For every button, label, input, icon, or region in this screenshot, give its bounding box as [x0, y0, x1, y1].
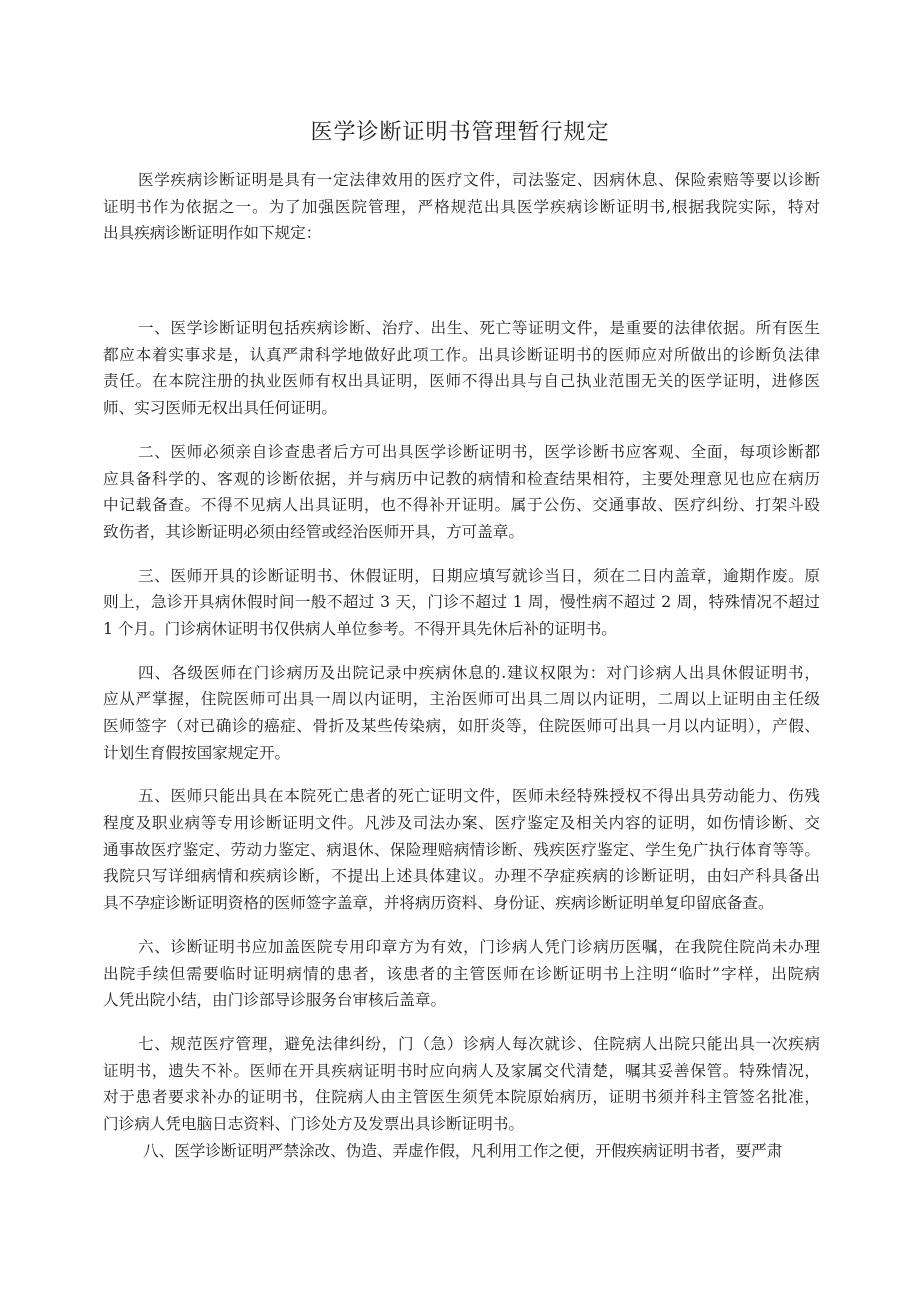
text-line: 出具疾病诊断证明作如下规定： — [103, 224, 322, 243]
clause-paragraph — [103, 563, 820, 643]
text-line: 应从严掌握，住院医师可出具一周以内证明，主治医师可出具二周以内证明，二周以上证明由主任级 — [103, 690, 820, 709]
text-line: 出院手续但需要临时证明病情的患者，该患者的主管医师在诊断证明书上注明“临时”字样，出院病 — [103, 964, 820, 983]
text-line: 1 个月。门诊病休证明书仅供病人单位参考。不得开具先休后补的证明书。 — [103, 619, 617, 638]
text-line: 责任。在本院注册的执业医师有权出具证明，医师不得出具与自己执业范围无关的医学证明，进修医 — [103, 372, 820, 391]
clause-paragraph — [103, 660, 820, 767]
text-line: 证明书作为依据之一。为了加强医院管理，严格规范出具医学疾病诊断证明书,根据我院实际，特对 — [103, 197, 820, 216]
intro-paragraph — [103, 167, 820, 247]
text-line: 三、医师开具的诊断证明书、休假证明，日期应填写就诊当日，须在二日内盖章，逾期作废。原 — [138, 566, 820, 585]
text-line: 一、医学诊断证明包括疾病诊断、治疗、出生、死亡等证明文件，是重要的法律依据。所有医生 — [138, 319, 820, 338]
clause-paragraph — [103, 439, 820, 546]
text-line: 具不孕症诊断证明资格的医师签字盖章，并将病历资料、身份证、疾病诊断证明单复印留底备查。 — [103, 894, 774, 913]
text-line: 计划生育假按国家规定开。 — [103, 743, 291, 762]
text-line: 对于患者要求补办的证明书，住院病人由主管医生须凭本院原始病历，证明书须并科主管签名批准， — [103, 1088, 820, 1107]
text-line: 师、实习医师无权出具任何证明。 — [103, 399, 337, 418]
document-title: 医学诊断证明书管理暂行规定 — [310, 120, 610, 145]
clause-paragraph — [103, 1031, 820, 1138]
text-line: 八、医学诊断证明严禁涂改、伪造、弄虚作假，凡利用工作之便，开假疾病证明书者，要严肃 — [143, 1141, 783, 1160]
text-line: 五、医师只能出具在本院死亡患者的死亡证明文件，医师未经特殊授权不得出具劳动能力、伤残 — [138, 787, 820, 806]
text-line: 人凭出院小结，由门诊部导诊服务台审核后盖章。 — [103, 991, 447, 1010]
clause-paragraph — [103, 1138, 820, 1165]
text-line: 七、规范医疗管理，避免法律纠纷，门（急）诊病人每次就诊、住院病人出院只能出具一次疾病 — [138, 1034, 820, 1053]
text-line: 致伤者，其诊断证明必须由经管或经治医师开具，方可盖章。 — [103, 522, 525, 541]
document-body — [103, 167, 820, 1164]
text-line: 二、医师必须亲自诊查患者后方可出具医学诊断证明书，医学诊断书应客观、全面，每项诊断都 — [138, 442, 820, 461]
text-line: 医师签字（对已确诊的癌症、骨折及某些传染病，如肝炎等，住院医师可出具一月以内证明），产假、 — [103, 717, 820, 735]
clause-paragraph — [103, 783, 820, 916]
text-line: 则上，急诊开具病休假时间一般不超过 3 天，门诊不超过 1 周，慢性病不超过 2 周，特殊情况不超过 — [103, 593, 820, 612]
text-line: 我院只写详细病情和疾病诊断，不提出上述具体建议。办理不孕症疾病的诊断证明，由妇产科具备出 — [103, 867, 820, 886]
text-line: 中记载备查。不得不见病人出具证明，也不得补开证明。属于公伤、交通事故、医疗纠纷、打架斗殴 — [103, 496, 820, 515]
text-line: 都应本着实事求是，认真严肃科学地做好此项工作。出具诊断证明书的医师应对所做出的诊断负法律 — [103, 345, 820, 364]
text-line: 四、各级医师在门诊病历及出院记录中疾病休息的.建议权限为：对门诊病人出具休假证明书， — [138, 663, 820, 682]
text-line: 六、诊断证明书应加盖医院专用印章方为有效，门诊病人凭门诊病历医嘱，在我院住院尚未办理 — [138, 937, 820, 956]
text-line: 程度及职业病等专用诊断证明文件。凡涉及司法办案、医疗鉴定及相关内容的证明，如伤情诊断、交 — [103, 814, 820, 833]
text-line: 医学疾病诊断证明是具有一定法律效用的医疗文件，司法鉴定、因病休息、保险索赔等要以诊断 — [138, 171, 820, 189]
clause-paragraph — [103, 315, 820, 422]
text-line: 门诊病人凭电脑日志资料、门诊处方及发票出具诊断证明书。 — [103, 1114, 525, 1133]
text-line: 应具备科学的、客观的诊断依据，并与病历中记教的病情和检查结果相符，主要处理意见也应在病历 — [103, 469, 820, 488]
text-line: 证明书，遗失不补。医师在开具疾病证明书时应向病人及家属交代清楚，嘱其妥善保管。特殊情况， — [103, 1061, 820, 1080]
text-line: 通事故医疗鉴定、劳动力鉴定、病退休、保险理赔病情诊断、残疾医疗鉴定、学生免广执行体育等等。 — [103, 840, 820, 859]
clause-paragraph — [103, 934, 820, 1014]
